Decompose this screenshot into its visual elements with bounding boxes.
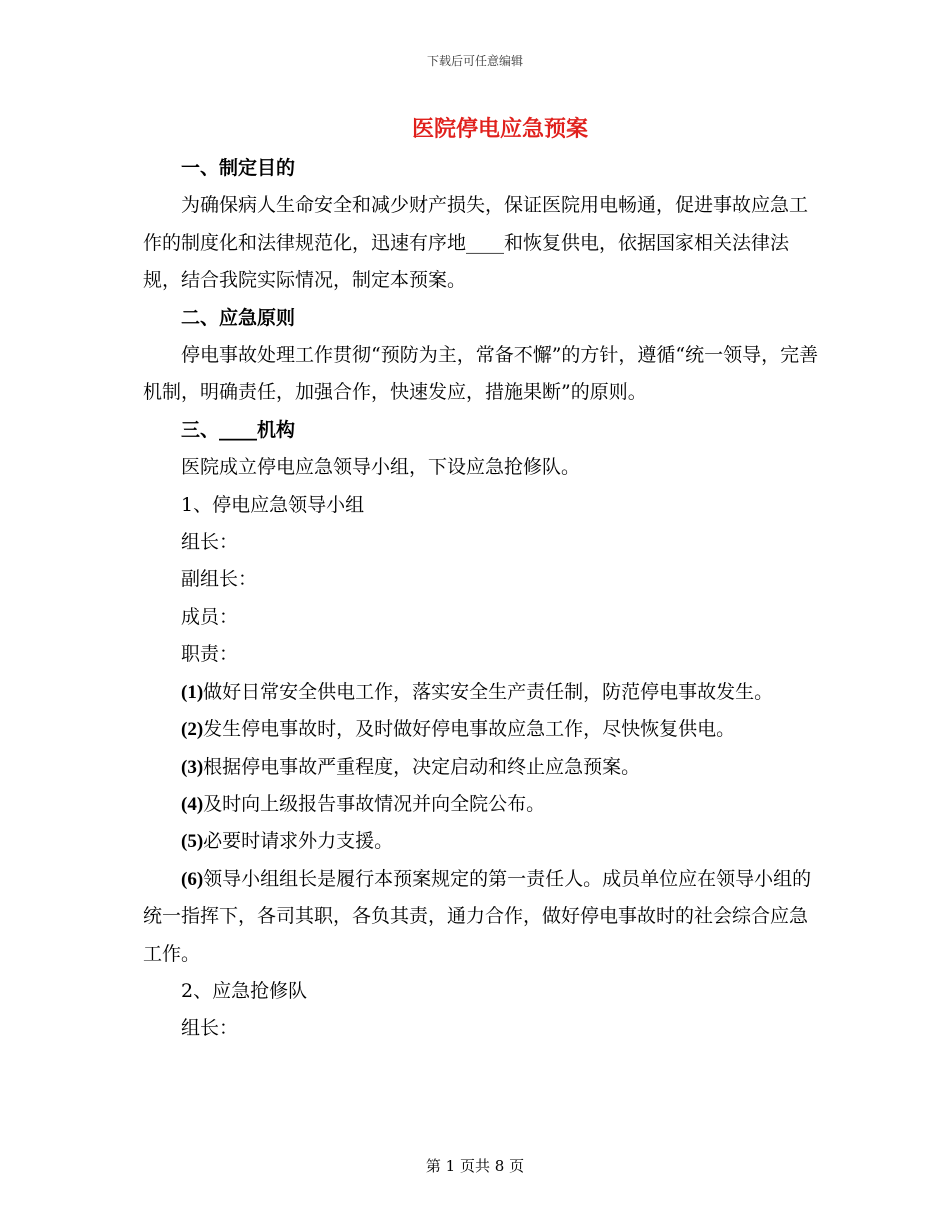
list-item-number: (4) bbox=[181, 793, 204, 815]
section-heading: 一、制定目的 bbox=[181, 157, 296, 179]
list-item-text: 发生停电事故时，及时做好停电事故应急工作，尽快恢复供电。 bbox=[203, 718, 736, 741]
role-line: 成员： bbox=[181, 605, 239, 628]
list-item-number: (3) bbox=[181, 756, 204, 778]
document-title: 医院停电应急预案 bbox=[411, 116, 588, 142]
list-item-number: (2) bbox=[181, 719, 204, 741]
list-item bbox=[143, 674, 823, 711]
list-item bbox=[143, 749, 823, 786]
list-item-text: 根据停电事故严重程度，决定启动和终止应急预案。 bbox=[203, 755, 641, 778]
role-line: 组长： bbox=[181, 531, 239, 554]
role-line: 组长： bbox=[181, 1017, 239, 1040]
list-item-text: 领导小组组长是履行本预案规定的第一责任人。成员单位应在领导小组的统一指挥下，各司其职，各负其责，通力合作，做好停电事故时的社会综合应急工作。 bbox=[143, 867, 812, 965]
list-item bbox=[143, 711, 823, 748]
subsection-heading: 1、停电应急领导小组 bbox=[181, 493, 365, 516]
list-item-number: (6) bbox=[181, 868, 204, 890]
section-heading: 二、应急原则 bbox=[181, 306, 296, 329]
paragraph: 为确保病人生命安全和减少财产损失，保证医院用电畅通，促进事故应急工作的制度化和法律规范化，迅速有序地____和恢复供电，依据国家相关法律法规，结合我院实际情况，制定本预案。 bbox=[143, 194, 809, 292]
document-body bbox=[143, 150, 823, 1048]
list-item bbox=[143, 786, 823, 823]
subsection-heading: 2、应急抢修队 bbox=[181, 979, 308, 1002]
list-item-text: 及时向上级报告事故情况并向全院公布。 bbox=[203, 792, 546, 815]
list-item-text: 必要时请求外力支援。 bbox=[203, 830, 394, 853]
role-line: 职责： bbox=[181, 643, 239, 666]
list-item-number: (1) bbox=[181, 681, 204, 703]
list-item bbox=[143, 823, 823, 860]
paragraph: 医院成立停电应急领导小组，下设应急抢修队。 bbox=[181, 456, 581, 479]
page-header: 下载后可任意编辑 bbox=[426, 54, 523, 68]
paragraph: 停电事故处理工作贯彻“预防为主，常备不懈”的方针，遵循“统一领导，完善机制，明确责任，加强合作，快速发应，措施果断”的原则。 bbox=[143, 344, 819, 404]
list-item bbox=[143, 861, 823, 973]
page-footer: 第 1 页共 8 页 bbox=[425, 1157, 525, 1175]
list-item-number: (5) bbox=[181, 831, 204, 853]
list-item-text: 做好日常安全供电工作，落实安全生产责任制，防范停电事故发生。 bbox=[203, 680, 774, 703]
role-line: 副组长： bbox=[181, 568, 258, 591]
section-heading: 三、____机构 bbox=[181, 418, 296, 441]
